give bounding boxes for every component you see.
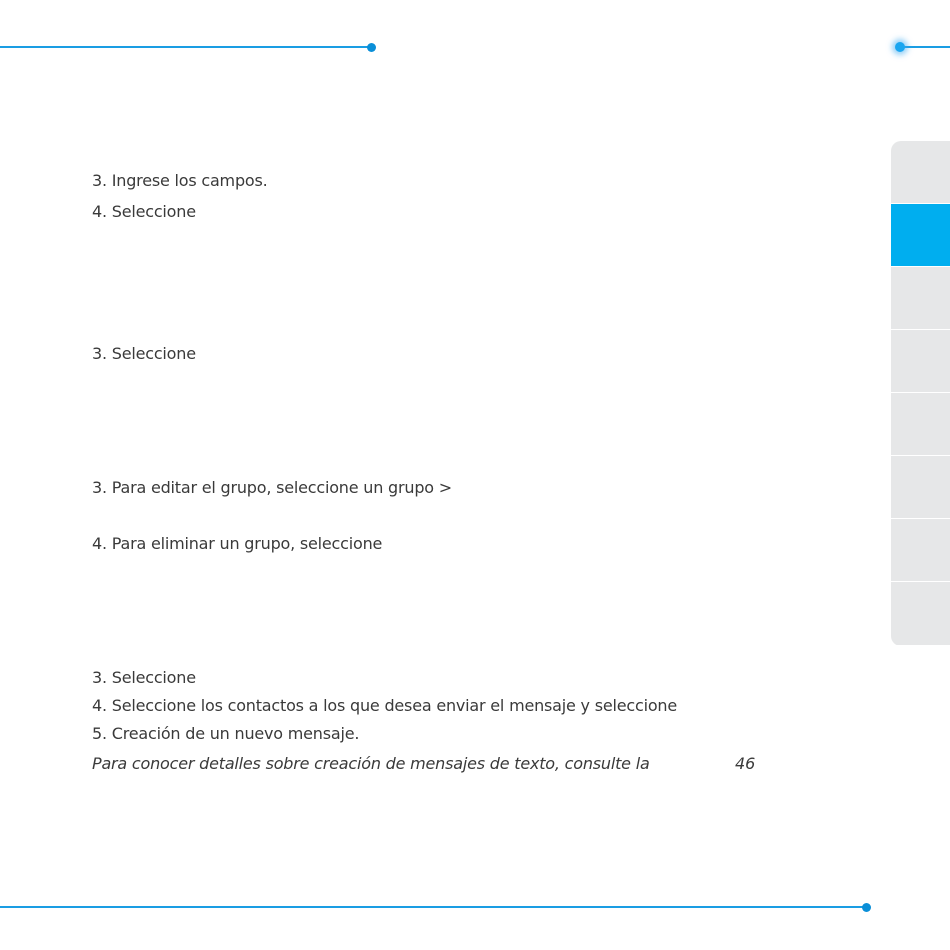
top-right-rule [900,46,950,48]
chapter-tab[interactable] [891,141,950,204]
chapter-tab[interactable] [891,582,950,645]
reference-note: Para conocer detalles sobre creación de mensajes de texto, consulte la [92,754,650,773]
top-rule-end-dot [367,43,376,52]
step-text: 5. Creación de un nuevo mensaje. [92,724,360,743]
step-text: 4. Seleccione los contactos a los que desea enviar el mensaje y seleccione [92,696,677,715]
chapter-tab[interactable] [891,519,950,582]
step-text: 3. Seleccione [92,344,196,363]
chapter-tab[interactable] [891,393,950,456]
step-text: 3. Para editar el grupo, seleccione un grupo > [92,478,452,497]
step-text: 3. Ingrese los campos. [92,171,268,190]
top-rule [0,46,372,48]
chapter-tabs [891,141,950,646]
chapter-tab[interactable] [891,330,950,393]
step-text: 3. Seleccione [92,668,196,687]
bottom-rule-end-dot [862,903,871,912]
top-right-glow-dot [895,42,905,52]
chapter-tab-active[interactable] [891,204,950,267]
step-text: 4. Seleccione [92,202,196,221]
step-text: 4. Para eliminar un grupo, seleccione [92,534,383,553]
page-number: 46 [735,754,756,773]
chapter-tab[interactable] [891,456,950,519]
chapter-tab[interactable] [891,267,950,330]
bottom-rule [0,906,866,908]
